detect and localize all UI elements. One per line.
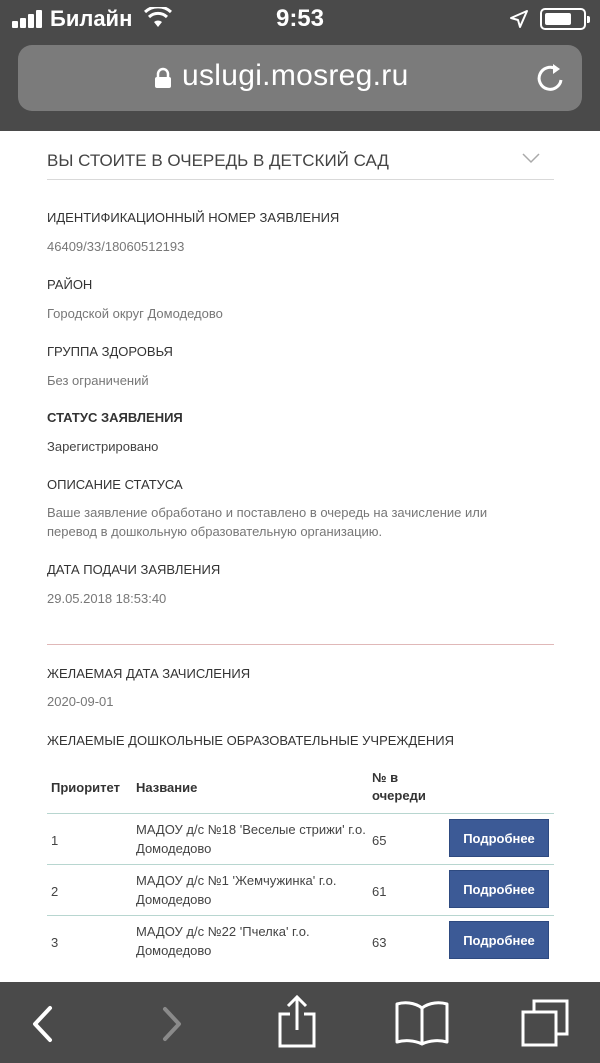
desired-institutions-label: ЖЕЛАЕМЫЕ ДОШКОЛЬНЫЕ ОБРАЗОВАТЕЛЬНЫЕ УЧРЕЖДЕНИЯ — [47, 733, 455, 748]
clock: 9:53 — [275, 5, 325, 32]
row-priority: 1 — [51, 833, 59, 848]
status-description-value: Ваше заявление обработано и поставлено в очередь на зачисление или перевод в дошкольную образовательную организацию. — [47, 505, 488, 539]
application-number-value: 46409/33/18060512193 — [47, 239, 185, 254]
status-bar — [0, 0, 600, 38]
details-button[interactable]: Подробнее — [449, 819, 549, 857]
desired-date-label: ЖЕЛАЕМАЯ ДАТА ЗАЧИСЛЕНИЯ — [47, 666, 251, 681]
submission-date-label: ДАТА ПОДАЧИ ЗАЯВЛЕНИЯ — [47, 562, 221, 577]
address-bar[interactable] — [18, 45, 582, 111]
location-arrow-icon — [509, 9, 529, 29]
table-row — [47, 813, 554, 864]
header-priority: Приоритет — [51, 780, 120, 795]
details-button[interactable]: Подробнее — [449, 870, 549, 908]
desired-date-value: 2020-09-01 — [47, 694, 114, 709]
submission-date-value: 29.05.2018 18:53:40 — [47, 591, 167, 606]
health-group-value: Без ограничений — [47, 373, 149, 388]
lock-icon — [154, 67, 172, 89]
row-name: МАДОУ д/с №18 'Веселые стрижи' г.о. Домодедово — [136, 822, 366, 856]
application-number-label: ИДЕНТИФИКАЦИОННЫЙ НОМЕР ЗАЯВЛЕНИЯ — [47, 210, 340, 225]
forward-icon[interactable] — [160, 1006, 184, 1042]
carrier-name: Билайн — [50, 6, 133, 31]
row-queue: 65 — [372, 833, 387, 848]
details-button[interactable]: Подробнее — [449, 921, 549, 959]
table-row — [47, 915, 554, 966]
health-group-label: ГРУППА ЗДОРОВЬЯ — [47, 344, 173, 359]
table-row — [47, 864, 554, 915]
battery-icon — [540, 8, 586, 30]
row-queue: 63 — [372, 935, 387, 950]
row-priority: 3 — [51, 935, 59, 950]
header-queue: № в очереди — [372, 770, 426, 803]
browser-chrome — [0, 0, 600, 131]
district-label: РАЙОН — [47, 277, 93, 292]
row-name: МАДОУ д/с №1 'Жемчужинка' г.о. Домодедово — [136, 873, 337, 907]
row-name: МАДОУ д/с №22 'Пчелка' г.о. Домодедово — [136, 924, 310, 958]
divider — [47, 644, 554, 645]
header-name: Название — [136, 780, 198, 795]
section-title: ВЫ СТОИТЕ В ОЧЕРЕДЬ В ДЕТСКИЙ САД — [47, 151, 389, 170]
application-status-value: Зарегистрировано — [47, 439, 159, 454]
reload-icon[interactable] — [534, 61, 568, 95]
section-header[interactable] — [47, 131, 554, 180]
share-icon[interactable] — [276, 994, 318, 1050]
back-icon[interactable] — [30, 1004, 54, 1044]
district-value: Городской округ Домодедово — [47, 306, 223, 321]
tabs-icon[interactable] — [520, 998, 570, 1048]
chevron-down-icon[interactable] — [522, 152, 540, 164]
browser-toolbar — [0, 982, 600, 1063]
status-description-label: ОПИСАНИЕ СТАТУСА — [47, 477, 183, 492]
row-priority: 2 — [51, 884, 59, 899]
application-status-label: СТАТУС ЗАЯВЛЕНИЯ — [47, 410, 183, 425]
bookmarks-icon[interactable] — [394, 998, 450, 1046]
url-text[interactable]: uslugi.mosreg.ru — [182, 59, 409, 92]
row-queue: 61 — [372, 884, 387, 899]
